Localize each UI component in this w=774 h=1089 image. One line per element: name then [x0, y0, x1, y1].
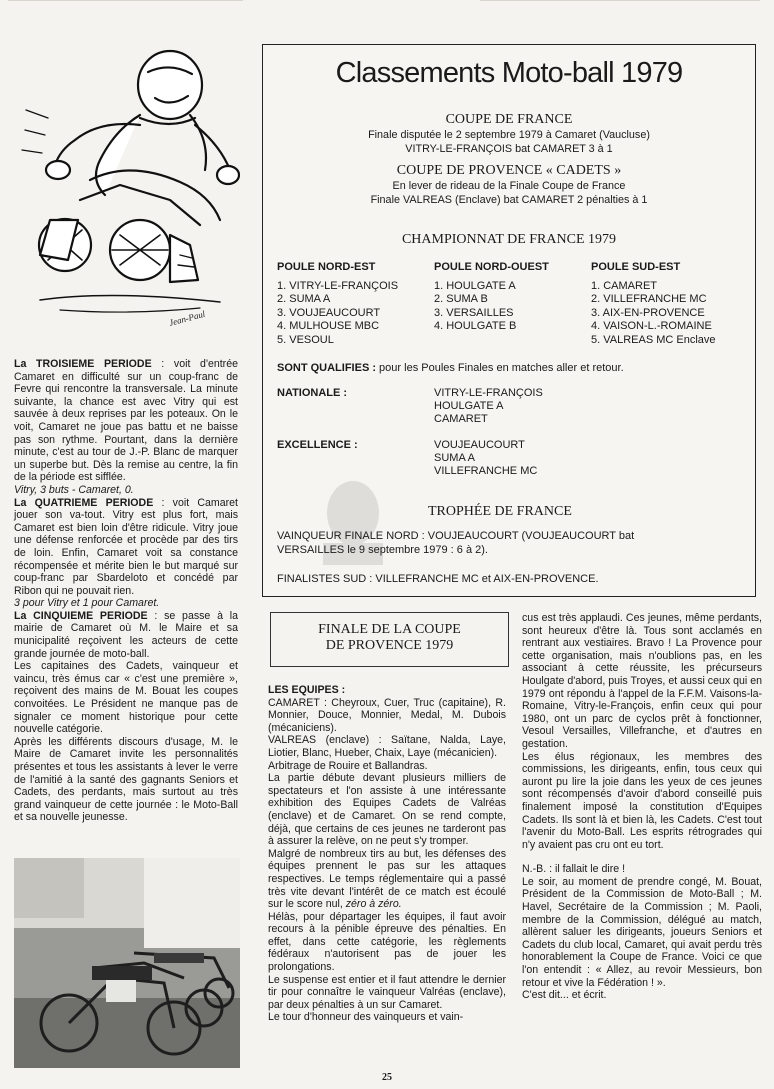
paragraph-discours: Après les différents discours d'usage, M. le Maire de Camaret invite les personnalités présentes et tous les assistants à lever le verre de l'amitié à la santé des gagnants Seniors et Cadets, des perdants, mais surtout au très grand vainqueur de cette journée : le Moto-Ball et sa nouvelle jeunesse.: [14, 735, 238, 824]
nationale-label: NATIONALE :: [277, 387, 348, 399]
cartoon-signature: Jean-Paul: [167, 308, 207, 328]
qualifies-line: SONT QUALIFIES : pour les Poules Finales en matches aller et retour.: [277, 362, 624, 374]
team-row: 1. HOULGATE A: [434, 279, 516, 292]
paragraph-partie: La partie débute devant plusieurs milliers de spectateurs et l'on assiste à une intéressante exhibition des Equipes Cadets de Valréas (enclave) et de Camaret. On se rend compte, déjà, que certains de ces jeunes ne tarderont pas à assurer la relève, on ne peut s'y tromper.: [268, 772, 506, 848]
team-row: 1. VITRY-LE-FRANÇOIS: [277, 279, 399, 292]
middle-column-article: [268, 684, 506, 1024]
paragraph-applaudi: cus est très applaudi. Ces jeunes, même perdants, sont heureux d'être là. Tous sont acclamés en rentrant aux vestiaires. Bravo ! La Provence pour cette organisation, mais n'oublions pas, en les associant à cette réussite, les précurseurs Houlgate d'abord, puis Troyes, et aussi ceux qui en 1979 ont répondu à l'appel de la F.F.M. Vaisons-la-Romaine, Vitry-le-François, enfin ceux qui pour 1980, ont un parc de cyclos prêt à fonctionner, Vesoul Versailles, Villefranche, et d'autres en gestation.: [522, 612, 762, 750]
coupe-provence-line-2: Finale VALREAS (Enclave) bat CAMARET 2 pénalties à 1: [370, 194, 648, 206]
team-row: 2. VILLEFRANCHE MC: [591, 293, 707, 305]
paragraph-soir: Le soir, au moment de prendre congé, M. Bouat, Président de la Commission de Moto-Ball ; M. Havel, Secrétaire de la Commission ; M. Paoli, membre de la Commission, délégué au match, allèrent saluer les dirigeants, joueurs Seniors et Cadets du club local, Camaret, qui avait perdu très honorablement la Coupe de France. Voici ce que l'on entendit : « Allez, au revoir Messieurs, bon retour et vive la Fédération ! ».: [522, 875, 762, 989]
score-line-1: Vitry, 3 buts - Camaret, 0.: [14, 483, 134, 496]
trophee-line-1: VAINQUEUR FINALE NORD : VOUJEAUCOURT (VOUJEAUCOURT bat: [277, 530, 635, 542]
closing-line: C'est dit... et écrit.: [522, 989, 607, 1002]
team-row: 4. HOULGATE B: [434, 320, 517, 332]
arbitrage: Arbitrage de Rouire et Ballandras.: [268, 759, 428, 772]
excellence-list: VOUJEAUCOURT SUMA A VILLEFRANCHE MC: [434, 439, 538, 477]
finale-header-line-2: DE PROVENCE 1979: [325, 638, 454, 653]
score-line-2: 3 pour Vitry et 1 pour Camaret.: [14, 597, 160, 610]
valreas-team: VALREAS (enclave) : Saïtane, Nalda, Laye, Liotier, Blanc, Hueber, Chaix, Laye (mécanicien).: [268, 734, 506, 759]
trophee-line-3: FINALISTES SUD : VILLEFRANCHE MC et AIX-EN-PROVENCE.: [277, 573, 599, 585]
poule-nord-est: POULE NORD-EST 1. VITRY-LE-FRANÇOIS 2. SUMA A 3. VOUJEAUCOURT 4. MULHOUSE MBC 5. VESOUL: [277, 261, 437, 347]
team-row: 4. VAISON-L.-ROMAINE: [591, 320, 712, 332]
nationale-list: VITRY-LE-FRANÇOIS HOULGATE A CAMARET: [434, 387, 543, 425]
paragraph-suspense: Le suspense est entier et il faut attendre le dernier tir pour connaître le vainqueur Valréas (enclave), par deux pénalties à un sur Camaret.: [268, 973, 506, 1011]
paragraph-troisieme-periode: La TROISIEME PERIODE : voit d'entrée Camaret en difficulté sur un coup-franc de Fevre qui rencontre la transversale. La minute suivante, la chance est avec Vitry qui est sauvée à deux reprises par les poteaux. On le voit, Camaret ne joue pas battu et ne baisse pas son rythme. Pourtant, dans la dernière minute, c'est au tour de J.-P. Blanc de marquer un superbe but. Dès la remise au centre, la fin de la période est sifflée.: [14, 358, 238, 484]
team-row: 2. SUMA B: [434, 293, 488, 305]
finale-header-box: [270, 612, 509, 667]
poule-sud-est: POULE SUD-EST 1. CAMARET 2. VILLEFRANCHE MC 3. AIX-EN-PROVENCE 4. VAISON-L.-ROMAINE 5. VALREAS MC Enclave: [591, 261, 753, 347]
motoball-cartoon-illustration: [20, 10, 240, 345]
paragraph-penalties: Hélàs, pour départager les équipes, il faut avoir recours à la pénible épreuve des pénalties. En effet, dans cette catégorie, les règlements fédéraux n'autorisent pas de jouer les prolongations.: [268, 910, 506, 974]
championnat-heading: CHAMPIONNAT DE FRANCE 1979: [401, 232, 617, 247]
team-row: 3. VERSAILLES: [434, 306, 514, 319]
paragraph-tirs: Malgré de nombreux tirs au but, les défenses des équipes prennent le pas sur les attaques respectives. Le temps réglementaire qui a passé très vite devant l'intérêt de ce match est écoulé sur le score nul, zéro à zéro.: [268, 847, 506, 911]
finale-header-line-1: FINALE DE LA COUPE: [318, 622, 461, 637]
excellence-label: EXCELLENCE :: [277, 439, 358, 451]
team-row: 5. VALREAS MC Enclave: [591, 333, 716, 346]
paragraph-cinquieme-periode: La CINQUIEME PERIODE : se passe à la mairie de Camaret où M. le Maire et sa municipalité reçoivent les acteurs de cette grande journée de moto-ball.: [14, 609, 238, 660]
trophee-heading: TROPHÉE DE FRANCE: [428, 504, 572, 519]
classements-box: [262, 44, 756, 597]
paragraph-quatrieme-periode: La QUATRIEME PERIODE : voit Camaret jouer son va-tout. Vitry est plus fort, mais Camaret est bien loin d'être ridicule. Vitry joue une défense renforcée et procède par des tirs de loin. Enfin, Camaret voit sa constance récompensée et mérite bien le but marqué sur coup-franc par Sbardeloto et concédé par Ribon qui ne pouvait rien.: [14, 496, 238, 597]
box-title: Classements Moto-ball 1979: [335, 57, 683, 89]
page-number: 25: [382, 1072, 392, 1083]
team-row: 5. VESOUL: [277, 333, 334, 346]
motorbikes-photo: [14, 858, 240, 1068]
paragraph-tour-honneur: Le tour d'honneur des vainqueurs et vain-: [268, 1011, 464, 1024]
coupe-france-heading: COUPE DE FRANCE: [445, 112, 573, 127]
paragraph-capitaines: Les capitaines des Cadets, vainqueur et vaincu, très émus car « c'est une première », reçoivent des mains de M. Bouat les coupes convoitées. Le Président ne manque pas de signaler ce moment historique pour cette nouvelle catégorie.: [14, 660, 238, 736]
trophee-line-2: VERSAILLES le 9 septembre 1979 : 6 à 2).: [277, 544, 488, 556]
team-row: 4. MULHOUSE MBC: [277, 320, 380, 332]
coupe-france-line-2: VITRY-LE-FRANÇOIS bat CAMARET 3 à 1: [405, 143, 613, 155]
team-row: 3. AIX-EN-PROVENCE: [591, 306, 705, 319]
coupe-provence-line-1: En lever de rideau de la Finale Coupe de France: [392, 180, 626, 192]
bleed-through-top-right: [480, 0, 760, 41]
coupe-provence-heading: COUPE DE PROVENCE « CADETS »: [396, 163, 622, 178]
coupe-france-line-1: Finale disputée le 2 septembre 1979 à Camaret (Vaucluse): [368, 129, 650, 141]
paragraph-elus: Les élus régionaux, les membres des commissions, les dirigeants, enfin, tous ceux qui auront pu lire la joie dans les yeux de ces jeunes sont récompensés d'avoir d'abord conseillé puis finalement imposé la constitution d'Equipes Cadets. Ils sont là et bien là, les Cadets. C'est tout l'avenir du Moto-Ball. Les esprits rétrogrades qui n'y avaient pas cru ont eu tort.: [522, 750, 762, 851]
nota-bene: N.-B. : il fallait le dire !: [522, 863, 626, 876]
team-row: 2. SUMA A: [277, 293, 331, 305]
right-column-article: [522, 612, 762, 1002]
equipes-heading: LES EQUIPES :: [268, 684, 346, 696]
team-row: 1. CAMARET: [591, 279, 658, 292]
poule-nord-ouest: POULE NORD-OUEST 1. HOULGATE A 2. SUMA B 3. VERSAILLES 4. HOULGATE B: [434, 261, 594, 334]
team-row: 3. VOUJEAUCOURT: [277, 306, 381, 319]
camaret-team: CAMARET : Cheyroux, Cuer, Truc (capitaine), R. Monnier, Douce, Monnier, Medal, M. Dubois (mécaniciens).: [268, 696, 506, 734]
left-column-article: [14, 358, 238, 824]
